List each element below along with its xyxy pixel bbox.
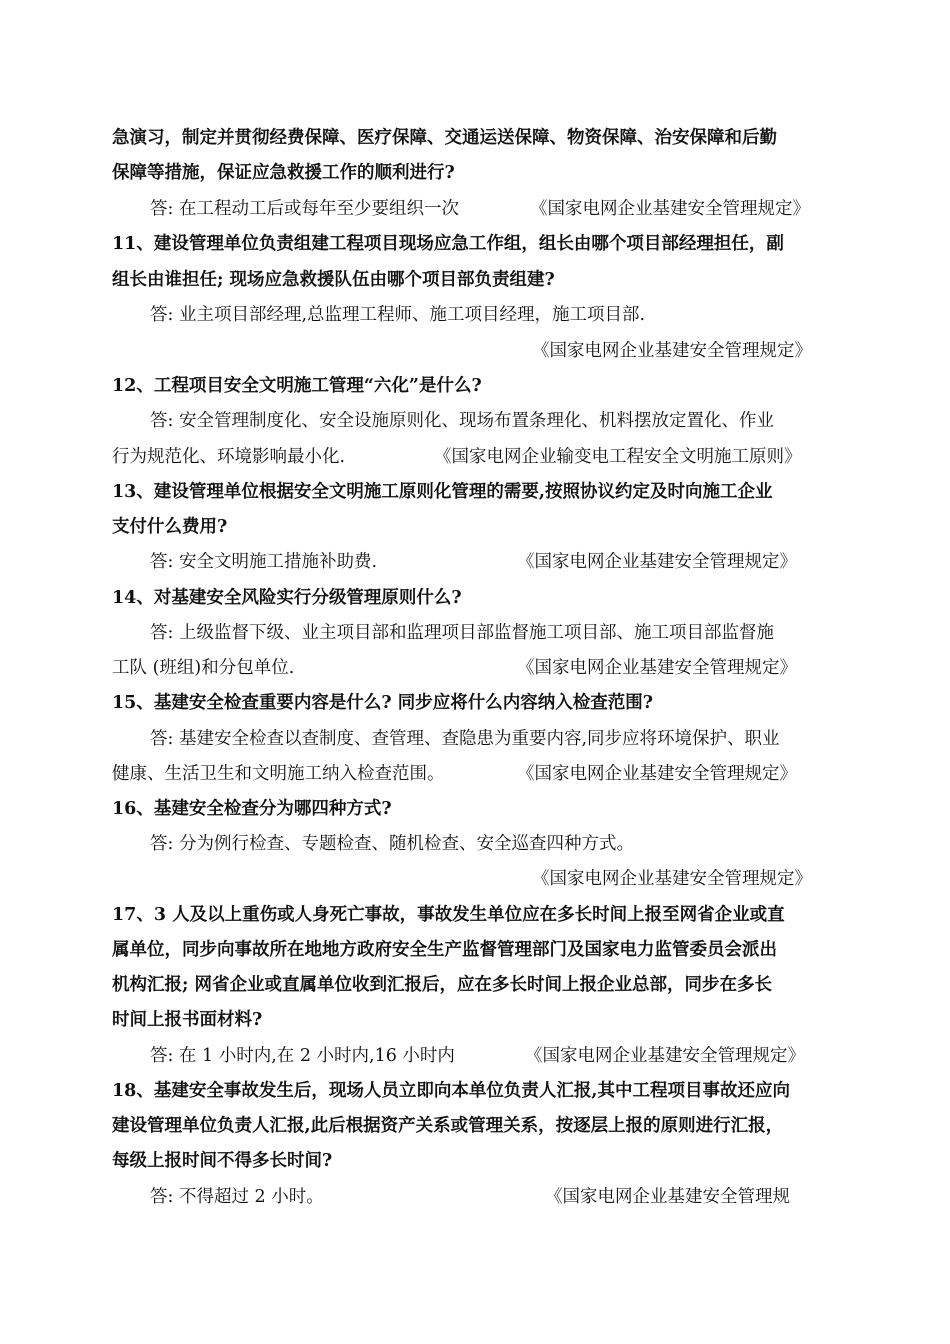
answer-18-source: 《国家电网企业基建安全管理规 [545,1187,790,1207]
answer-14-line-1: 答: 上级监督下级、业主项目部和监理项目部监督施工项目部、施工项目部监督施 [150,623,774,643]
question-14: 14、对基建安全风险实行分级管理原则什么? [112,588,462,608]
answer-14-line-2: 工队 (班组)和分包单位. [112,658,295,678]
answer-11-source: 《国家电网企业基建安全管理规定》 [532,341,812,361]
answer-11: 答: 业主项目部经理,总监理工程师、施工项目经理，施工项目部. [150,305,646,325]
question-18-line-2: 建设管理单位负责人汇报,此后根据资产关系或管理关系，按逐层上报的原则进行汇报， [112,1116,784,1136]
answer-12-line-2: 行为规范化、环境影响最小化. [112,447,346,467]
question-18-line-1: 18、基建安全事故发生后，现场人员立即向本单位负责人汇报,其中工程项目事故还应向 [112,1081,790,1101]
question-17-line-2: 属单位，同步向事故所在地地方政府安全生产监督管理部门及国家电力监管委员会派出 [112,940,777,960]
question-16: 16、基建安全检查分为哪四种方式? [112,799,392,819]
answer-15-source: 《国家电网企业基建安全管理规定》 [517,764,797,784]
question-13-line-2: 支付什么费用? [112,517,228,537]
answer-12-line-1: 答: 安全管理制度化、安全设施原则化、现场布置条理化、机料摆放定置化、作业 [150,411,774,431]
question-17-line-4: 时间上报书面材料? [112,1010,263,1030]
question-10-continued-line-2: 保障等措施，保证应急救援工作的顺利进行? [112,163,455,183]
answer-10-source: 《国家电网企业基建安全管理规定》 [530,199,810,219]
answer-13-source: 《国家电网企业基建安全管理规定》 [517,552,797,572]
question-17-line-3: 机构汇报; 网省企业或直属单位收到汇报后，应在多长时间上报企业总部，同步在多长 [112,975,773,995]
question-11-line-1: 11、建设管理单位负责组建工程项目现场应急工作组，组长由哪个项目部经理担任，副 [112,234,784,254]
answer-18: 答: 不得超过 2 小时。 [150,1187,324,1207]
question-10-continued-line-1: 急演习，制定并贯彻经费保障、医疗保障、交通运送保障、物资保障、治安保障和后勤 [112,128,777,148]
question-17-line-1: 17、3 人及以上重伤或人身死亡事故，事故发生单位应在多长时间上报至网省企业或直 [112,905,785,925]
answer-10: 答: 在工程动工后或每年至少要组织一次 [150,199,459,219]
answer-13: 答: 安全文明施工措施补助费. [150,552,378,572]
answer-15-line-1: 答: 基建安全检查以查制度、查管理、查隐患为重要内容,同步应将环境保护、职业 [150,729,780,749]
question-11-line-2: 组长由谁担任; 现场应急救援队伍由哪个项目部负责组建? [112,270,555,290]
question-13-line-1: 13、建设管理单位根据安全文明施工原则化管理的需要,按照协议约定及时向施工企业 [112,482,773,502]
answer-16: 答: 分为例行检查、专题检查、随机检查、安全巡查四种方式。 [150,834,634,854]
question-18-line-3: 每级上报时间不得多长时间? [112,1151,333,1171]
answer-15-line-2: 健康、生活卫生和文明施工纳入检查范围。 [112,764,445,784]
question-15: 15、基建安全检查重要内容是什么? 同步应将什么内容纳入检查范围? [112,693,653,713]
question-12: 12、工程项目安全文明施工管理“六化”是什么? [112,376,482,396]
answer-17: 答: 在 1 小时内,在 2 小时内,16 小时内 [150,1046,455,1066]
answer-12-source: 《国家电网企业输变电工程安全文明施工原则》 [434,447,802,467]
answer-16-source: 《国家电网企业基建安全管理规定》 [532,869,812,889]
answer-17-source: 《国家电网企业基建安全管理规定》 [525,1046,805,1066]
answer-14-source: 《国家电网企业基建安全管理规定》 [517,658,797,678]
